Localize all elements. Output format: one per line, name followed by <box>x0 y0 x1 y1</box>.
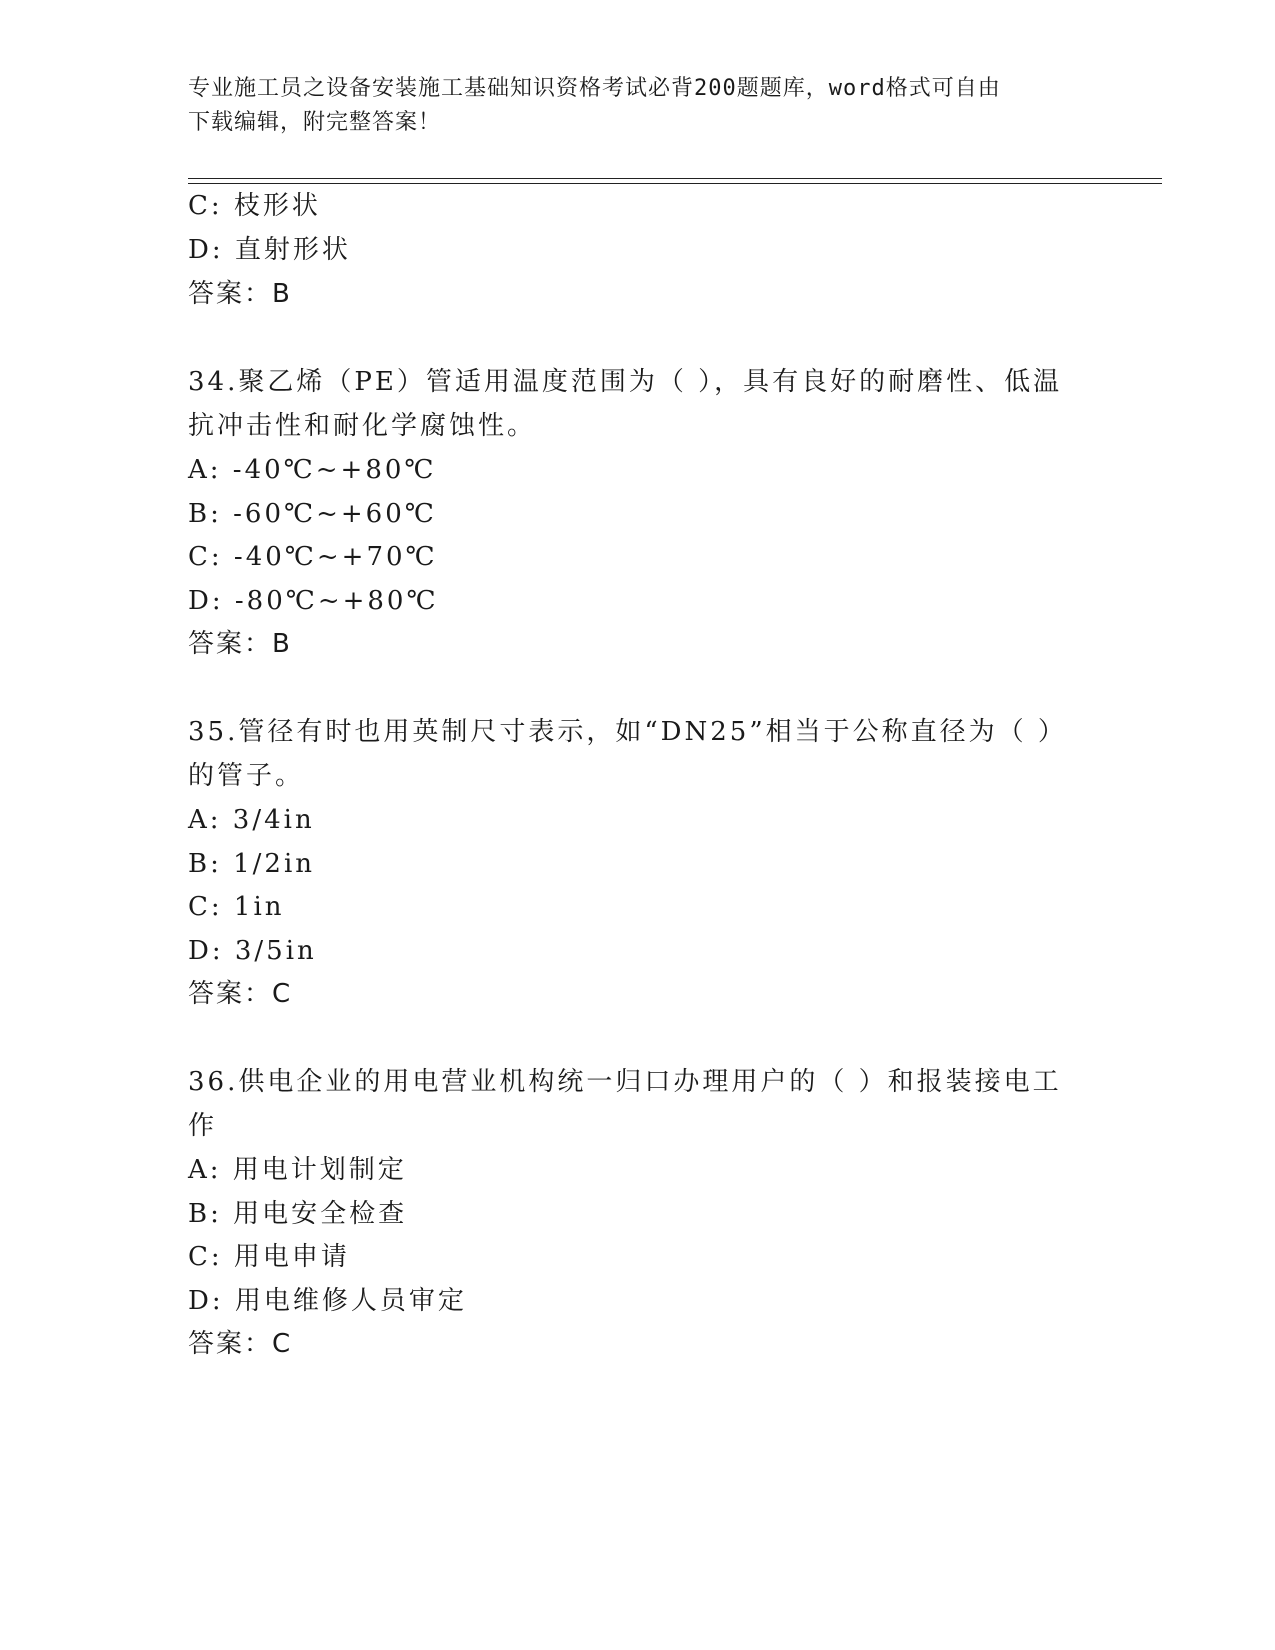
option-item: D: 3/5in <box>188 936 317 966</box>
option-item: C: -40℃~+70℃ <box>188 542 438 572</box>
header-divider-bottom <box>188 183 1162 184</box>
answer-line: 答案：C <box>188 1329 293 1359</box>
answer-line: 答案：B <box>188 629 292 659</box>
option-item: D: -80℃~+80℃ <box>188 586 439 616</box>
header-title-line-1: 专业施工员之设备安装施工基础知识资格考试必背200题题库，word格式可自由 <box>188 76 1001 101</box>
header-title-line-2: 下载编辑，附完整答案！ <box>188 110 442 135</box>
option-item: B: -60℃~+60℃ <box>188 499 437 529</box>
option-item: C: 枝形状 <box>188 191 321 221</box>
option-item: C: 用电申请 <box>188 1242 350 1272</box>
answer-line: 答案：C <box>188 979 293 1009</box>
option-item: A: 3/4in <box>188 805 315 835</box>
question-stem-line: 的管子。 <box>188 761 305 791</box>
option-item: A: -40℃~+80℃ <box>188 455 437 485</box>
document-header <box>188 72 1088 140</box>
option-item: B: 1/2in <box>188 849 316 879</box>
answer-line: 答案：B <box>188 279 292 309</box>
question-stem-line: 36.供电企业的用电营业机构统一归口办理用户的（ ）和报装接电工 <box>188 1067 1062 1097</box>
option-item: D: 用电维修人员审定 <box>188 1286 467 1316</box>
option-item: C: 1in <box>188 892 285 922</box>
header-divider-top <box>188 178 1162 179</box>
question-stem-line: 35.管径有时也用英制尺寸表示，如“DN25”相当于公称直径为（ ） <box>188 717 1067 747</box>
question-stem-line: 作 <box>188 1111 218 1141</box>
option-item: A: 用电计划制定 <box>188 1155 407 1185</box>
question-stem-line: 抗冲击性和耐化学腐蚀性。 <box>188 411 537 441</box>
question-stem-line: 34.聚乙烯（PE）管适用温度范围为（ ），具有良好的耐磨性、低温 <box>188 367 1063 397</box>
option-item: D: 直射形状 <box>188 235 351 265</box>
option-item: B: 用电安全检查 <box>188 1199 408 1229</box>
